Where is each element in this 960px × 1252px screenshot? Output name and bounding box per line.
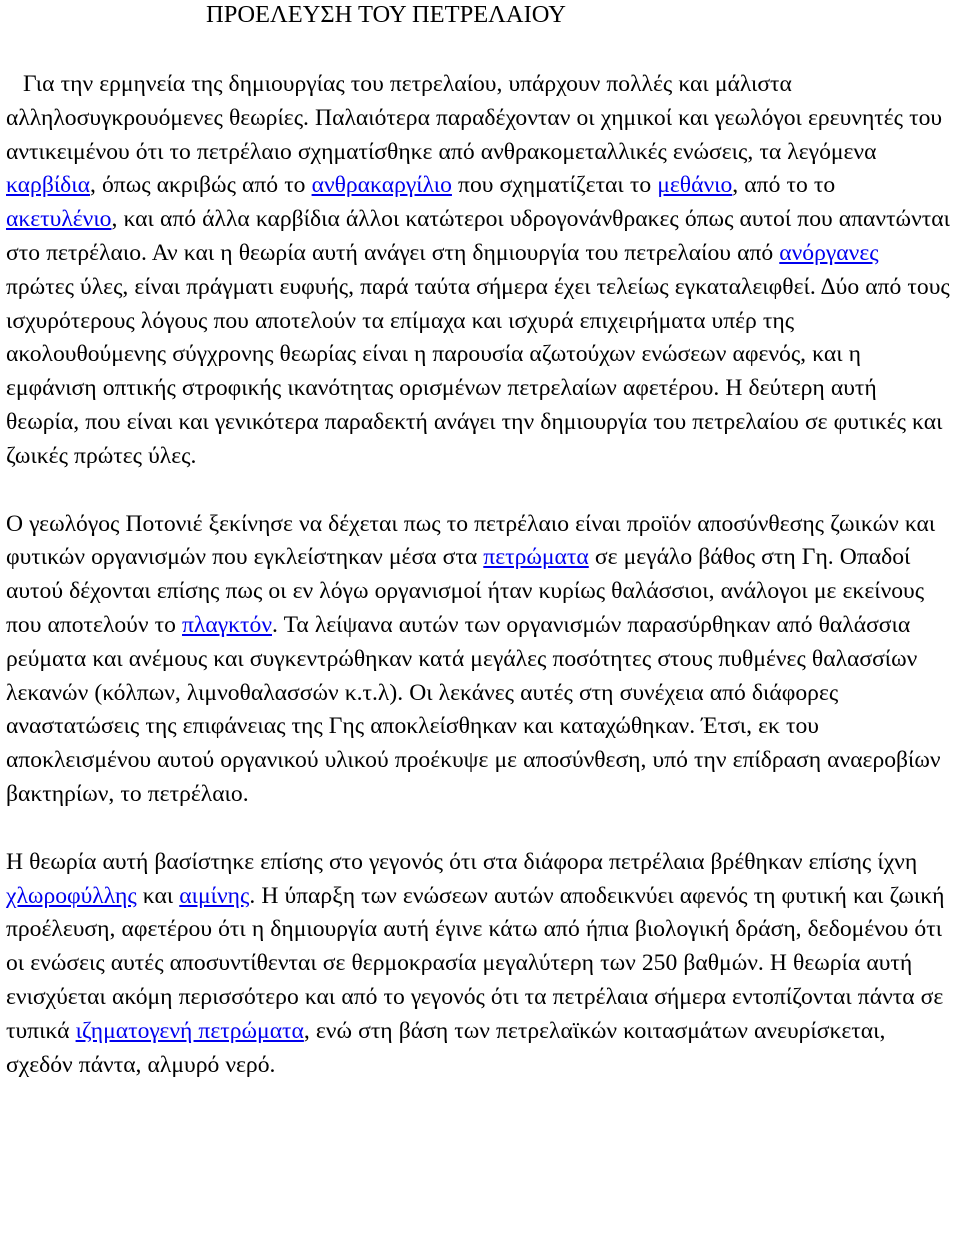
paragraph-1 bbox=[6, 68, 950, 474]
paragraph-text: , όπως ακριβώς από το bbox=[90, 172, 312, 199]
link-methanio[interactable]: μεθάνιο bbox=[657, 172, 733, 199]
paragraph-text: που σχηματίζεται το bbox=[451, 172, 658, 199]
paragraph-2 bbox=[6, 508, 950, 812]
document-title: ΠΡΟΕΛΕΥΣΗ ΤΟΥ ΠΕΤΡΕΛΑΙΟΥ bbox=[206, 1, 566, 28]
link-petromata[interactable]: πετρώματα bbox=[483, 544, 589, 571]
link-chlorofyllis[interactable]: χλωροφύλλης bbox=[6, 882, 137, 909]
paragraph-text: , από το το bbox=[732, 172, 836, 199]
link-aiminis[interactable]: αιμίνης bbox=[179, 882, 250, 909]
link-aketylenio[interactable]: ακετυλένιο bbox=[6, 206, 112, 233]
link-karvidia[interactable]: καρβίδια bbox=[6, 172, 90, 199]
paragraph-text: πρώτες ύλες, είναι πράγματι ευφυής, παρά ταύτα σήμερα έχει τελείως εγκαταλειφθεί. Δύο από τους ισχυρότερους λόγους που αποτελούν τα επίμαχα και ισχυρά επιχειρήματα υπέρ της ακολουθούμενης σύγχρονης θεωρίας είναι η παρουσία αζωτούχων ενώσεων αφενός, και η εμφάνιση οπτικής στροφικής ικανότητας ορισμένων πετρελαίων αφετέρου. Η δεύτερη αυτή θεωρία, που είναι και γενικότερα παραδεκτή ανάγει την δημιουργία του πετρελαίου σε φυτικές και ζωικές πρώτες ύλες. bbox=[6, 273, 950, 469]
paragraph-text: , ενώ στη βάση των πετρελαϊκών κοιτασμάτων ανευρίσκεται, σχεδόν πάντα, αλμυρό νερό. bbox=[6, 1017, 886, 1078]
link-izimatogeni-petromata[interactable]: ιζηματογενή πετρώματα bbox=[75, 1017, 304, 1044]
paragraph-text: , και από άλλα καρβίδια άλλοι κατώτεροι υδρογονάνθρακες όπως αυτοί που απαντώνται στο πετρέλαιο. Αν και η θεωρία αυτή ανάγει στη δημιουργία του πετρελαίου από bbox=[6, 206, 950, 266]
paragraph-text: Η θεωρία αυτή βασίστηκε επίσης στο γεγονός ότι στα διάφορα πετρέλαια βρέθηκαν επίσης ίχνη bbox=[6, 848, 918, 875]
paragraph-text: . Η ύπαρξη των ενώσεων αυτών αποδεικνύει αφενός τη φυτική και ζωική προέλευση, αφετέρου ότι η δημιουργία αυτή έγινε κάτω από ήπια βιολογική δράση, δεδομένου ότι οι ενώσεις αυτές αποσυντίθενται σε θερμοκρασία μεγαλύτερη των 250 βαθμών. Η θεωρία αυτή ενισχύεται ακόμη περισσότερο και από το γεγονός ότι τα πετρέλαια σήμερα εντοπίζονται πάντα σε τυπικά bbox=[6, 882, 945, 1044]
paragraph-text: σε μεγάλο βάθος στη Γη. Οπαδοί αυτού δέχονται επίσης πως οι εν λόγω οργανισμοί ήταν κυρίως θαλάσσιοι, ανάλογοι με εκείνους που αποτελούν το bbox=[6, 544, 925, 638]
paragraph-text: Για την ερμηνεία της δημιουργίας του πετρελαίου, υπάρχουν πολλές και μάλιστα αλληλοσυγκρουόμενες θεωρίες. Παλαιότερα παραδέχονταν οι χημικοί και γεωλόγοι ερευνητές του αντικειμένου ότι το πετρέλαιο σχηματίσθηκε από ανθρακομεταλλικές ενώσεις, τα λεγόμενα bbox=[6, 71, 943, 165]
paragraph-text: Ο γεωλόγος Ποτονιέ ξεκίνησε να δέχεται πως το πετρέλαιο είναι προϊόν αποσύνθεσης ζωικών και φυτικών οργανισμών που εγκλείστηκαν μέσα στα bbox=[6, 510, 936, 571]
paragraph-text: . Τα λείψανα αυτών των οργανισμών παρασύρθηκαν από θαλάσσια ρεύματα και ανέμους και συγκεντρώθηκαν κατά μεγάλες ποσότητες στους πυθμένες θαλασσίων λεκανών (κόλπων, λιμνοθαλασσών κ.τ.λ). Οι λεκάνες αυτές στη συνέχεια από διάφορες αναστατώσεις της επιφάνειας της Γης αποκλείσθηκαν και καταχώθηκαν. Έτσι, εκ του αποκλεισμένου αυτού οργανικού υλικού προέκυψε με αποσύνθεση, υπό την επίδραση αναεροβίων βακτηρίων, το πετρέλαιο. bbox=[6, 611, 941, 807]
link-anthrakargilio[interactable]: ανθρακαργίλιο bbox=[311, 172, 452, 199]
paragraph-text: και bbox=[136, 882, 180, 909]
link-anorganes[interactable]: ανόργανες bbox=[779, 239, 879, 266]
link-plagkton[interactable]: πλαγκτόν bbox=[182, 611, 272, 638]
paragraph-3 bbox=[6, 846, 950, 1083]
